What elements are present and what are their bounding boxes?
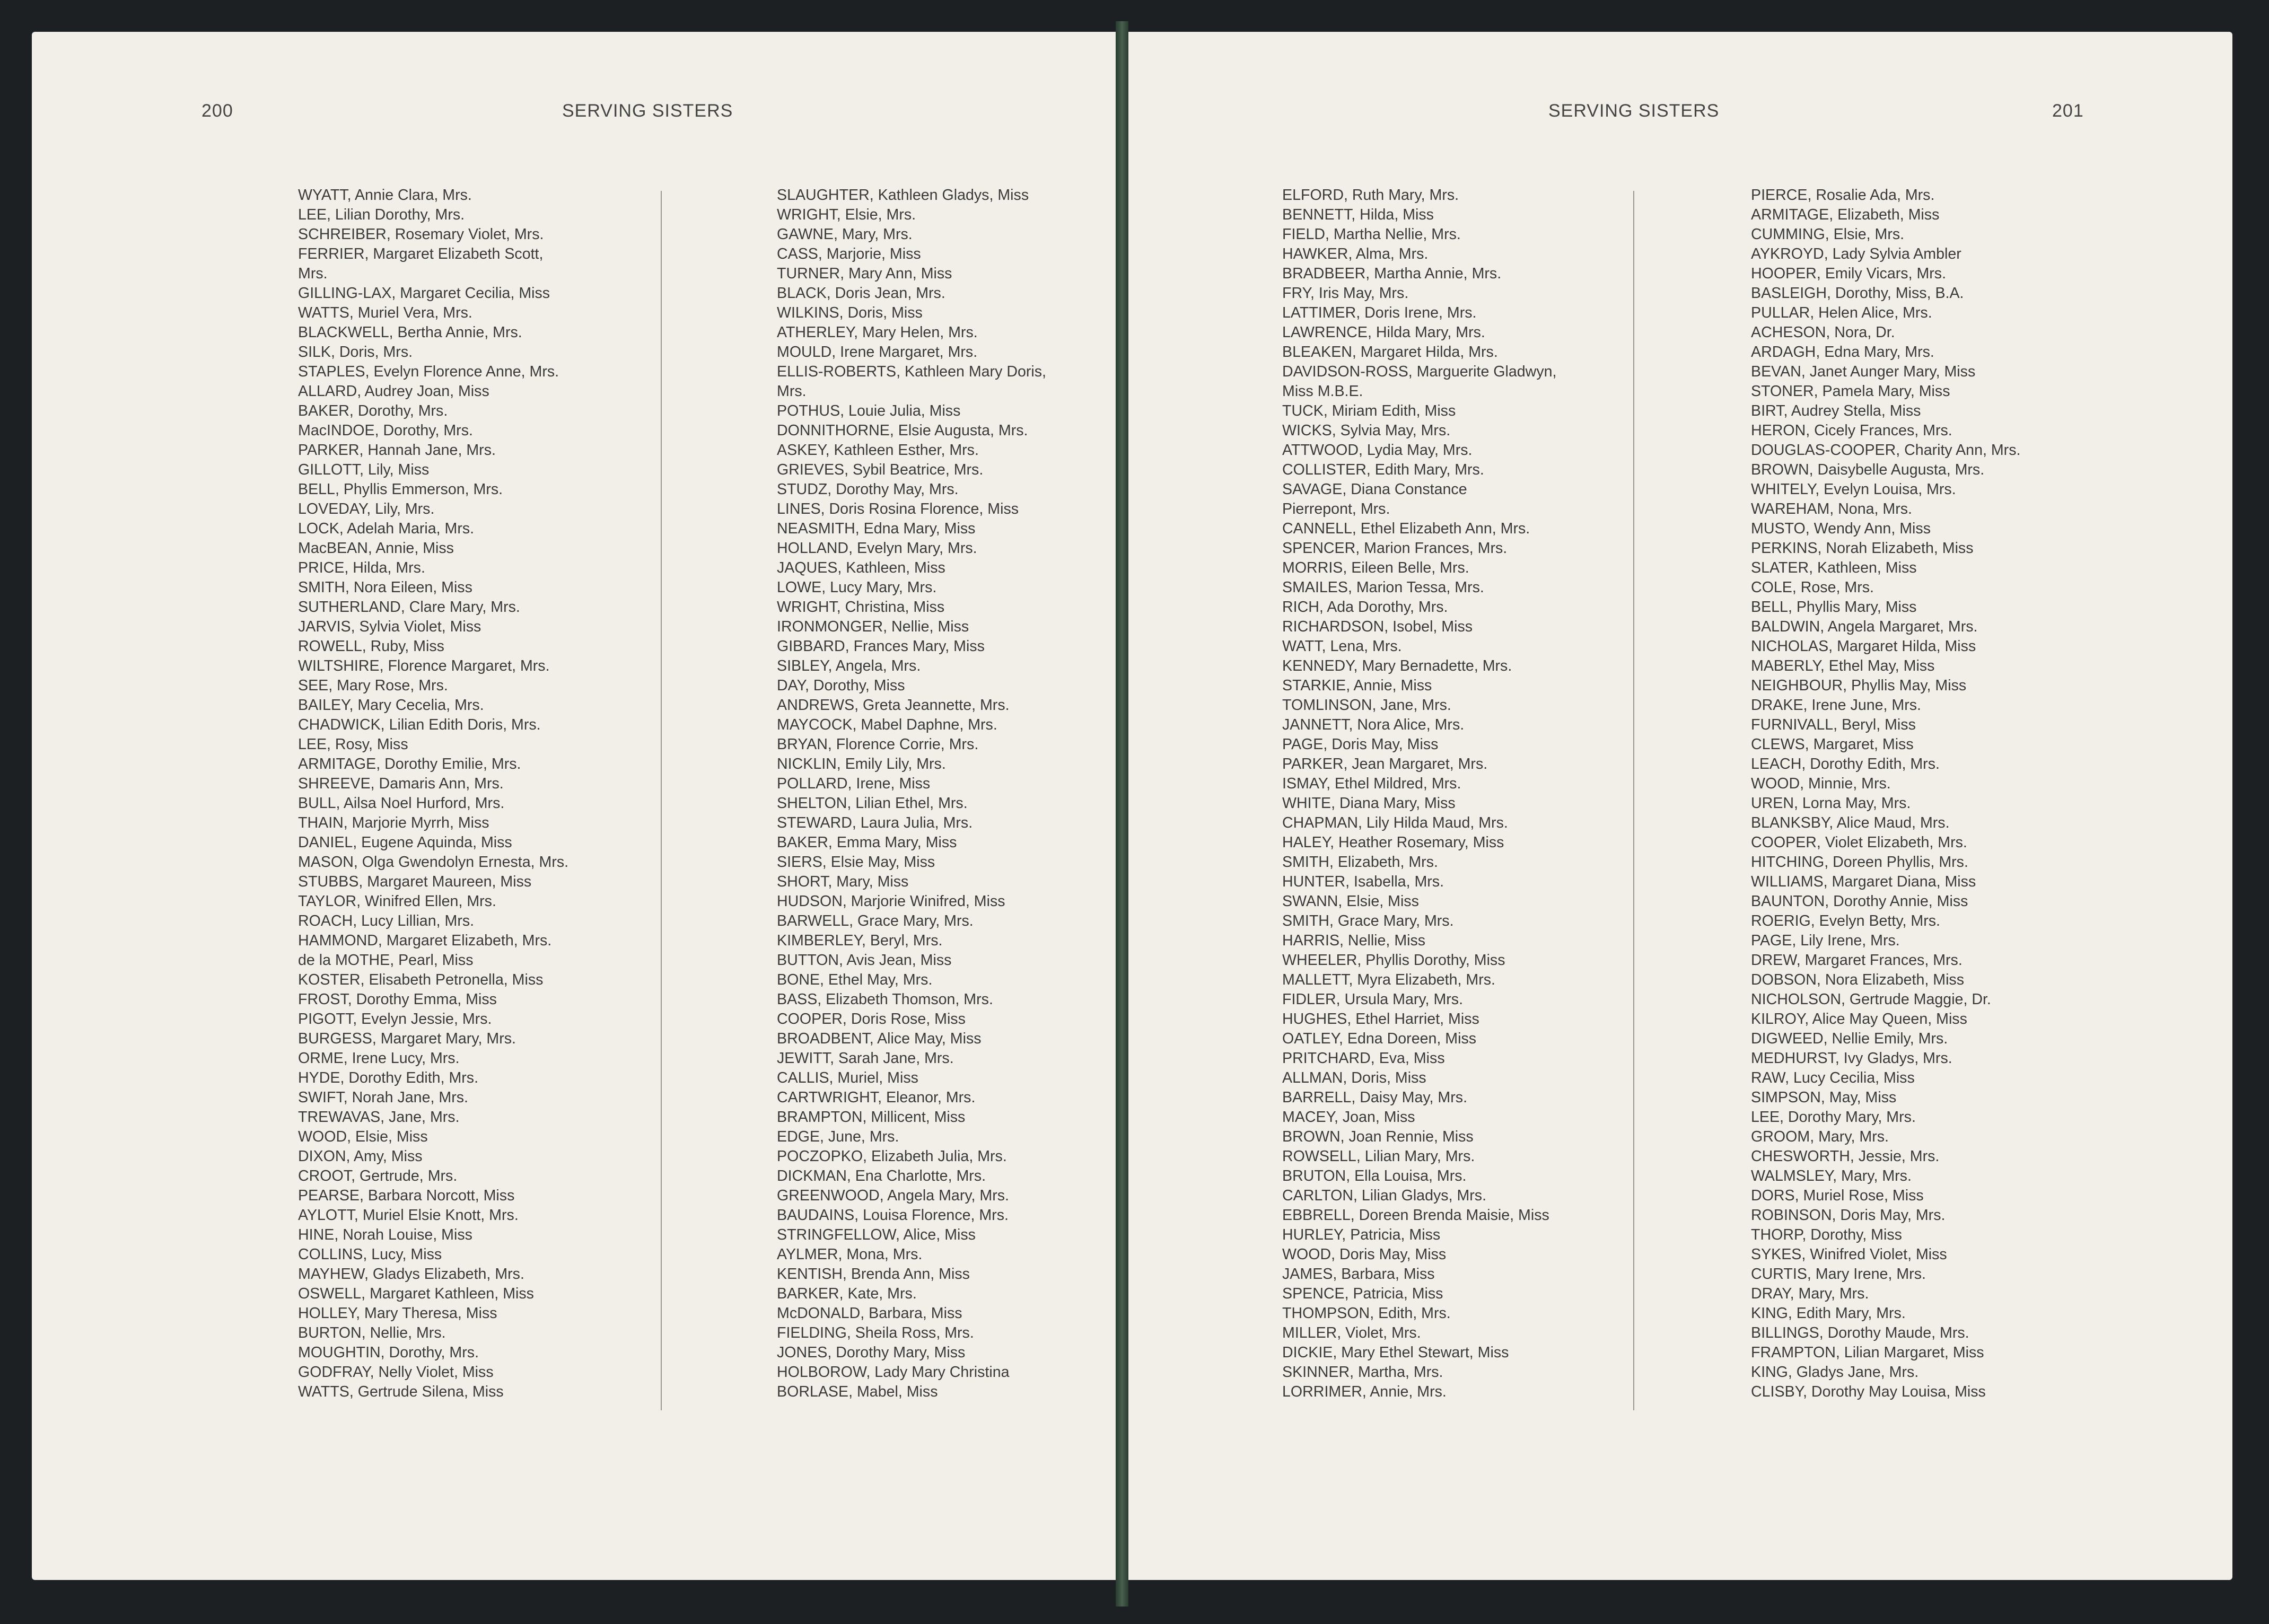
name-entry: FERRIER, Margaret Elizabeth Scott,	[298, 245, 544, 262]
name-entry: ACHESON, Nora, Dr.	[1751, 324, 1895, 341]
name-entry: DIXON, Amy, Miss	[298, 1148, 423, 1165]
name-entry: TAYLOR, Winifred Ellen, Mrs.	[298, 893, 496, 910]
name-entry: BASS, Elizabeth Thomson, Mrs.	[777, 991, 993, 1008]
name-entry: GRIEVES, Sybil Beatrice, Mrs.	[777, 461, 984, 478]
name-entry: FIELDING, Sheila Ross, Mrs.	[777, 1324, 974, 1341]
name-entry: BAUDAINS, Louisa Florence, Mrs.	[777, 1207, 1009, 1224]
name-entry: BILLINGS, Dorothy Maude, Mrs.	[1751, 1324, 1969, 1341]
name-entry: DRAY, Mary, Mrs.	[1751, 1285, 1869, 1302]
name-entry: EBBRELL, Doreen Brenda Maisie, Miss	[1282, 1207, 1549, 1224]
name-entry: WOOD, Minnie, Mrs.	[1751, 775, 1891, 792]
column-divider-left	[661, 191, 662, 1410]
running-title-left: SERVING SISTERS	[562, 101, 733, 121]
name-entry: BRADBEER, Martha Annie, Mrs.	[1282, 265, 1502, 282]
name-entry: DORS, Muriel Rose, Miss	[1751, 1187, 1924, 1204]
name-entry: PIERCE, Rosalie Ada, Mrs.	[1751, 187, 1935, 204]
name-entry: CALLIS, Muriel, Miss	[777, 1069, 918, 1086]
name-entry: BAILEY, Mary Cecelia, Mrs.	[298, 697, 484, 714]
name-entry: NICHOLAS, Margaret Hilda, Miss	[1751, 638, 1976, 655]
name-entry: COOPER, Doris Rose, Miss	[777, 1011, 966, 1028]
name-entry: MORRIS, Eileen Belle, Mrs.	[1282, 559, 1469, 576]
name-entry: STUBBS, Margaret Maureen, Miss	[298, 873, 532, 890]
name-entry: EDGE, June, Mrs.	[777, 1128, 899, 1145]
name-entry: WRIGHT, Elsie, Mrs.	[777, 206, 916, 223]
name-entry: ROWSELL, Lilian Mary, Mrs.	[1282, 1148, 1475, 1165]
name-entry: CHAPMAN, Lily Hilda Maud, Mrs.	[1282, 814, 1508, 831]
name-entry: DAY, Dorothy, Miss	[777, 677, 905, 694]
name-entry: BROADBENT, Alice May, Miss	[777, 1030, 982, 1047]
name-entry: MABERLY, Ethel May, Miss	[1751, 657, 1935, 674]
name-entry: McDONALD, Barbara, Miss	[777, 1305, 962, 1322]
name-entry: SWIFT, Norah Jane, Mrs.	[298, 1089, 468, 1106]
name-entry: GAWNE, Mary, Mrs.	[777, 226, 913, 243]
name-entry: WATT, Lena, Mrs.	[1282, 638, 1402, 655]
name-entry: DANIEL, Eugene Aquinda, Miss	[298, 834, 512, 851]
name-entry: SKINNER, Martha, Mrs.	[1282, 1364, 1443, 1381]
name-entry: KENNEDY, Mary Bernadette, Mrs.	[1282, 657, 1512, 674]
name-entry: DOBSON, Nora Elizabeth, Miss	[1751, 971, 1965, 988]
name-entry: WALMSLEY, Mary, Mrs.	[1751, 1167, 1912, 1184]
name-entry: WHITELY, Evelyn Louisa, Mrs.	[1751, 481, 1956, 498]
name-entry: SMITH, Grace Mary, Mrs.	[1282, 912, 1454, 929]
name-entry: CASS, Marjorie, Miss	[777, 245, 921, 262]
name-entry: SHELTON, Lilian Ethel, Mrs.	[777, 795, 968, 812]
name-entry: JARVIS, Sylvia Violet, Miss	[298, 618, 481, 635]
name-entry: ROACH, Lucy Lillian, Mrs.	[298, 912, 475, 929]
name-entry: HUDSON, Marjorie Winifred, Miss	[777, 893, 1005, 910]
name-entry: PRICE, Hilda, Mrs.	[298, 559, 425, 576]
name-entry: LOCK, Adelah Maria, Mrs.	[298, 520, 475, 537]
name-entry: ATHERLEY, Mary Helen, Mrs.	[777, 324, 978, 341]
name-entry: MAYHEW, Gladys Elizabeth, Mrs.	[298, 1266, 524, 1283]
name-entry: RAW, Lucy Cecilia, Miss	[1751, 1069, 1915, 1086]
name-entry: KILROY, Alice May Queen, Miss	[1751, 1011, 1967, 1028]
name-entry: CURTIS, Mary Irene, Mrs.	[1751, 1266, 1926, 1283]
name-entry: DRAKE, Irene June, Mrs.	[1751, 697, 1921, 714]
name-entry: HALEY, Heather Rosemary, Miss	[1282, 834, 1504, 851]
name-entry: BELL, Phyllis Mary, Miss	[1751, 599, 1917, 616]
name-entry: BARKER, Kate, Mrs.	[777, 1285, 917, 1302]
name-entry: MUSTO, Wendy Ann, Miss	[1751, 520, 1931, 537]
name-entry: HOLLAND, Evelyn Mary, Mrs.	[777, 540, 977, 557]
name-entry: FROST, Dorothy Emma, Miss	[298, 991, 497, 1008]
name-entry: LAWRENCE, Hilda Mary, Mrs.	[1282, 324, 1485, 341]
name-entry: GODFRAY, Nelly Violet, Miss	[298, 1364, 494, 1381]
name-entry: HERON, Cicely Frances, Mrs.	[1751, 422, 1952, 439]
name-entry: LINES, Doris Rosina Florence, Miss	[777, 501, 1019, 517]
name-entry: BENNETT, Hilda, Miss	[1282, 206, 1434, 223]
name-entry: CARTWRIGHT, Eleanor, Mrs.	[777, 1089, 976, 1106]
name-entry: Mrs.	[298, 265, 328, 282]
name-entry: LEACH, Dorothy Edith, Mrs.	[1751, 756, 1940, 773]
name-entry: PARKER, Hannah Jane, Mrs.	[298, 442, 496, 459]
name-entry: DONNITHORNE, Elsie Augusta, Mrs.	[777, 422, 1028, 439]
name-entry: ELLIS-ROBERTS, Kathleen Mary Doris,	[777, 363, 1046, 380]
name-entry: SUTHERLAND, Clare Mary, Mrs.	[298, 599, 520, 616]
name-entry: CARLTON, Lilian Gladys, Mrs.	[1282, 1187, 1487, 1204]
name-entry: SLATER, Kathleen, Miss	[1751, 559, 1917, 576]
name-entry: DAVIDSON-ROSS, Marguerite Gladwyn,	[1282, 363, 1557, 380]
name-entry: LEE, Dorothy Mary, Mrs.	[1751, 1109, 1916, 1126]
name-entry: HARRIS, Nellie, Miss	[1282, 932, 1426, 949]
page-number-right: 201	[2052, 101, 2084, 121]
name-entry: WATTS, Gertrude Silena, Miss	[298, 1383, 504, 1400]
name-entry: WILLIAMS, Margaret Diana, Miss	[1751, 873, 1976, 890]
name-entry: DICKIE, Mary Ethel Stewart, Miss	[1282, 1344, 1509, 1361]
name-entry: BULL, Ailsa Noel Hurford, Mrs.	[298, 795, 505, 812]
name-entry: ARDAGH, Edna Mary, Mrs.	[1751, 344, 1934, 361]
name-entry: HINE, Norah Louise, Miss	[298, 1226, 472, 1243]
name-entry: HURLEY, Patricia, Miss	[1282, 1226, 1441, 1243]
column-divider-right	[1633, 191, 1634, 1410]
name-entry: LEE, Lilian Dorothy, Mrs.	[298, 206, 465, 223]
name-entry: WOOD, Elsie, Miss	[298, 1128, 428, 1145]
name-entry: HAWKER, Alma, Mrs.	[1282, 245, 1429, 262]
name-entry: PULLAR, Helen Alice, Mrs.	[1751, 304, 1932, 321]
name-entry: RICH, Ada Dorothy, Mrs.	[1282, 599, 1448, 616]
name-entry: COLE, Rose, Mrs.	[1751, 579, 1874, 596]
name-entry: KING, Edith Mary, Mrs.	[1751, 1305, 1906, 1322]
name-entry: SHREEVE, Damaris Ann, Mrs.	[298, 775, 504, 792]
name-entry: HUNTER, Isabella, Mrs.	[1282, 873, 1444, 890]
name-entry: MILLER, Violet, Mrs.	[1282, 1324, 1421, 1341]
name-entry: PIGOTT, Evelyn Jessie, Mrs.	[298, 1011, 492, 1028]
name-entry: MEDHURST, Ivy Gladys, Mrs.	[1751, 1050, 1952, 1067]
name-entry: ELFORD, Ruth Mary, Mrs.	[1282, 187, 1459, 204]
name-entry: NEIGHBOUR, Phyllis May, Miss	[1751, 677, 1967, 694]
name-entry: JANNETT, Nora Alice, Mrs.	[1282, 716, 1465, 733]
name-entry: OSWELL, Margaret Kathleen, Miss	[298, 1285, 534, 1302]
name-entry: JAQUES, Kathleen, Miss	[777, 559, 945, 576]
name-entry: GILLOTT, Lily, Miss	[298, 461, 430, 478]
name-entry: CROOT, Gertrude, Mrs.	[298, 1167, 458, 1184]
name-entry: DIGWEED, Nellie Emily, Mrs.	[1751, 1030, 1948, 1047]
name-entry: BELL, Phyllis Emmerson, Mrs.	[298, 481, 503, 498]
name-entry: MACEY, Joan, Miss	[1282, 1109, 1415, 1126]
name-entry: WILTSHIRE, Florence Margaret, Mrs.	[298, 657, 550, 674]
page-number-left: 200	[202, 101, 233, 121]
name-entry: NICHOLSON, Gertrude Maggie, Dr.	[1751, 991, 1991, 1008]
name-entry: MASON, Olga Gwendolyn Ernesta, Mrs.	[298, 854, 569, 871]
name-entry: KOSTER, Elisabeth Petronella, Miss	[298, 971, 544, 988]
name-entry: ARMITAGE, Dorothy Emilie, Mrs.	[298, 756, 521, 773]
name-entry: DREW, Margaret Frances, Mrs.	[1751, 952, 1963, 969]
name-entry: ASKEY, Kathleen Esther, Mrs.	[777, 442, 979, 459]
name-entry: GILLING-LAX, Margaret Cecilia, Miss	[298, 285, 550, 302]
name-entry: ARMITAGE, Elizabeth, Miss	[1751, 206, 1940, 223]
name-entry: HOLBOROW, Lady Mary Christina	[777, 1364, 1010, 1381]
name-entry: Miss M.B.E.	[1282, 383, 1363, 400]
name-entry: SEE, Mary Rose, Mrs.	[298, 677, 448, 694]
name-entry: FIELD, Martha Nellie, Mrs.	[1282, 226, 1461, 243]
name-entry: CLISBY, Dorothy May Louisa, Miss	[1751, 1383, 1986, 1400]
name-entry: MacINDOE, Dorothy, Mrs.	[298, 422, 473, 439]
name-entry: TOMLINSON, Jane, Mrs.	[1282, 697, 1451, 714]
name-entry: PRITCHARD, Eva, Miss	[1282, 1050, 1445, 1067]
name-entry: BASLEIGH, Dorothy, Miss, B.A.	[1751, 285, 1964, 302]
name-entry: WILKINS, Doris, Miss	[777, 304, 923, 321]
name-entry: FURNIVALL, Beryl, Miss	[1751, 716, 1916, 733]
name-entry: Pierrepont, Mrs.	[1282, 501, 1390, 517]
name-entry: BLACK, Doris Jean, Mrs.	[777, 285, 945, 302]
name-entry: FRAMPTON, Lilian Margaret, Miss	[1751, 1344, 1984, 1361]
name-entry: MOUGHTIN, Dorothy, Mrs.	[298, 1344, 479, 1361]
name-entry: COLLINS, Lucy, Miss	[298, 1246, 442, 1263]
name-entry: WATTS, Muriel Vera, Mrs.	[298, 304, 472, 321]
name-entry: BORLASE, Mabel, Miss	[777, 1383, 938, 1400]
name-entry: JEWITT, Sarah Jane, Mrs.	[777, 1050, 954, 1067]
name-entry: SAVAGE, Diana Constance	[1282, 481, 1467, 498]
name-entry: WYATT, Annie Clara, Mrs.	[298, 187, 472, 204]
name-entry: UREN, Lorna May, Mrs.	[1751, 795, 1911, 812]
name-entry: HUGHES, Ethel Harriet, Miss	[1282, 1011, 1479, 1028]
name-entry: SIERS, Elsie May, Miss	[777, 854, 935, 871]
name-entry: OATLEY, Edna Doreen, Miss	[1282, 1030, 1477, 1047]
name-entry: CHADWICK, Lilian Edith Doris, Mrs.	[298, 716, 541, 733]
name-entry: BEVAN, Janet Aunger Mary, Miss	[1751, 363, 1976, 380]
name-entry: LORRIMER, Annie, Mrs.	[1282, 1383, 1447, 1400]
name-entry: ROWELL, Ruby, Miss	[298, 638, 444, 655]
name-entry: THORP, Dorothy, Miss	[1751, 1226, 1902, 1243]
name-entry: BROWN, Daisybelle Augusta, Mrs.	[1751, 461, 1985, 478]
name-entry: LOWE, Lucy Mary, Mrs.	[777, 579, 937, 596]
name-entry: HYDE, Dorothy Edith, Mrs.	[298, 1069, 479, 1086]
name-entry: ISMAY, Ethel Mildred, Mrs.	[1282, 775, 1461, 792]
name-entry: PAGE, Doris May, Miss	[1282, 736, 1439, 753]
name-entry: SMAILES, Marion Tessa, Mrs.	[1282, 579, 1484, 596]
right-page-names-column-1	[1282, 186, 1685, 1402]
name-entry: KIMBERLEY, Beryl, Mrs.	[777, 932, 943, 949]
name-entry: TUCK, Miriam Edith, Miss	[1282, 402, 1456, 419]
name-entry: HOOPER, Emily Vicars, Mrs.	[1751, 265, 1947, 282]
name-entry: JAMES, Barbara, Miss	[1282, 1266, 1435, 1283]
name-entry: FRY, Iris May, Mrs.	[1282, 285, 1409, 302]
name-entry: WHEELER, Phyllis Dorothy, Miss	[1282, 952, 1505, 969]
name-entry: THAIN, Marjorie Myrrh, Miss	[298, 814, 489, 831]
name-entry: NICKLIN, Emily Lily, Mrs.	[777, 756, 946, 773]
name-entry: SIBLEY, Angela, Mrs.	[777, 657, 921, 674]
name-entry: PERKINS, Norah Elizabeth, Miss	[1751, 540, 1974, 557]
name-entry: STARKIE, Annie, Miss	[1282, 677, 1432, 694]
name-entry: BUTTON, Avis Jean, Miss	[777, 952, 952, 969]
name-entry: COLLISTER, Edith Mary, Mrs.	[1282, 461, 1484, 478]
name-entry: de la MOTHE, Pearl, Miss	[298, 952, 474, 969]
name-entry: BRAMPTON, Millicent, Miss	[777, 1109, 966, 1126]
name-entry: BAUNTON, Dorothy Annie, Miss	[1751, 893, 1968, 910]
name-entry: CLEWS, Margaret, Miss	[1751, 736, 1914, 753]
name-entry: CHESWORTH, Jessie, Mrs.	[1751, 1148, 1940, 1165]
name-entry: AYLMER, Mona, Mrs.	[777, 1246, 923, 1263]
name-entry: BIRT, Audrey Stella, Miss	[1751, 402, 1921, 419]
name-entry: BAKER, Dorothy, Mrs.	[298, 402, 448, 419]
name-entry: COOPER, Violet Elizabeth, Mrs.	[1751, 834, 1967, 851]
name-entry: HOLLEY, Mary Theresa, Miss	[298, 1305, 497, 1322]
name-entry: BARRELL, Daisy May, Mrs.	[1282, 1089, 1468, 1106]
name-entry: RICHARDSON, Isobel, Miss	[1282, 618, 1473, 635]
name-entry: BAKER, Emma Mary, Miss	[777, 834, 957, 851]
name-entry: SHORT, Mary, Miss	[777, 873, 909, 890]
name-entry: POCZOPKO, Elizabeth Julia, Mrs.	[777, 1148, 1007, 1165]
name-entry: WICKS, Sylvia May, Mrs.	[1282, 422, 1451, 439]
name-entry: BLEAKEN, Margaret Hilda, Mrs.	[1282, 344, 1498, 361]
name-entry: SILK, Doris, Mrs.	[298, 344, 413, 361]
name-entry: DOUGLAS-COOPER, Charity Ann, Mrs.	[1751, 442, 2021, 459]
name-entry: GROOM, Mary, Mrs.	[1751, 1128, 1889, 1145]
name-entry: SYKES, Winifred Violet, Miss	[1751, 1246, 1947, 1263]
name-entry: STEWARD, Laura Julia, Mrs.	[777, 814, 973, 831]
name-entry: LOVEDAY, Lily, Mrs.	[298, 501, 435, 517]
name-entry: SPENCE, Patricia, Miss	[1282, 1285, 1443, 1302]
name-entry: ALLARD, Audrey Joan, Miss	[298, 383, 489, 400]
name-entry: SIMPSON, May, Miss	[1751, 1089, 1897, 1106]
name-entry: MOULD, Irene Margaret, Mrs.	[777, 344, 978, 361]
name-entry: POLLARD, Irene, Miss	[777, 775, 931, 792]
name-entry: SMITH, Nora Eileen, Miss	[298, 579, 472, 596]
name-entry: PEARSE, Barbara Norcott, Miss	[298, 1187, 515, 1204]
name-entry: CUMMING, Elsie, Mrs.	[1751, 226, 1905, 243]
name-entry: LATTIMER, Doris Irene, Mrs.	[1282, 304, 1477, 321]
name-entry: TREWAVAS, Jane, Mrs.	[298, 1109, 460, 1126]
name-entry: WHITE, Diana Mary, Miss	[1282, 795, 1456, 812]
name-entry: MacBEAN, Annie, Miss	[298, 540, 454, 557]
name-entry: BALDWIN, Angela Margaret, Mrs.	[1751, 618, 1978, 635]
name-entry: HITCHING, Doreen Phyllis, Mrs.	[1751, 854, 1968, 871]
name-entry: PAGE, Lily Irene, Mrs.	[1751, 932, 1900, 949]
name-entry: SWANN, Elsie, Miss	[1282, 893, 1419, 910]
name-entry: ORME, Irene Lucy, Mrs.	[298, 1050, 460, 1067]
name-entry: ROBINSON, Doris May, Mrs.	[1751, 1207, 1946, 1224]
name-entry: BRUTON, Ella Louisa, Mrs.	[1282, 1167, 1467, 1184]
name-entry: KING, Gladys Jane, Mrs.	[1751, 1364, 1919, 1381]
name-entry: DICKMAN, Ena Charlotte, Mrs.	[777, 1167, 986, 1184]
name-entry: SCHREIBER, Rosemary Violet, Mrs.	[298, 226, 544, 243]
name-entry: AYLOTT, Muriel Elsie Knott, Mrs.	[298, 1207, 519, 1224]
name-entry: Mrs.	[777, 383, 807, 400]
name-entry: BLANKSBY, Alice Maud, Mrs.	[1751, 814, 1950, 831]
name-entry: THOMPSON, Edith, Mrs.	[1282, 1305, 1451, 1322]
name-entry: AYKROYD, Lady Sylvia Ambler	[1751, 245, 1961, 262]
name-entry: GREENWOOD, Angela Mary, Mrs.	[777, 1187, 1009, 1204]
name-entry: ALLMAN, Doris, Miss	[1282, 1069, 1426, 1086]
name-entry: BARWELL, Grace Mary, Mrs.	[777, 912, 974, 929]
name-entry: STRINGFELLOW, Alice, Miss	[777, 1226, 976, 1243]
name-entry: BROWN, Joan Rennie, Miss	[1282, 1128, 1474, 1145]
name-entry: STONER, Pamela Mary, Miss	[1751, 383, 1950, 400]
name-entry: JONES, Dorothy Mary, Miss	[777, 1344, 966, 1361]
name-entry: NEASMITH, Edna Mary, Miss	[777, 520, 976, 537]
name-entry: ANDREWS, Greta Jeannette, Mrs.	[777, 697, 1010, 714]
name-entry: PARKER, Jean Margaret, Mrs.	[1282, 756, 1488, 773]
name-entry: BLACKWELL, Bertha Annie, Mrs.	[298, 324, 522, 341]
name-entry: STUDZ, Dorothy May, Mrs.	[777, 481, 959, 498]
name-entry: BONE, Ethel May, Mrs.	[777, 971, 933, 988]
name-entry: STAPLES, Evelyn Florence Anne, Mrs.	[298, 363, 559, 380]
name-entry: MALLETT, Myra Elizabeth, Mrs.	[1282, 971, 1496, 988]
name-entry: IRONMONGER, Nellie, Miss	[777, 618, 969, 635]
name-entry: SMITH, Elizabeth, Mrs.	[1282, 854, 1438, 871]
name-entry: ROERIG, Evelyn Betty, Mrs.	[1751, 912, 1940, 929]
left-page-names-column-2	[777, 186, 1180, 1402]
name-entry: BURTON, Nellie, Mrs.	[298, 1324, 446, 1341]
name-entry: MAYCOCK, Mabel Daphne, Mrs.	[777, 716, 997, 733]
name-entry: KENTISH, Brenda Ann, Miss	[777, 1266, 970, 1283]
name-entry: POTHUS, Louie Julia, Miss	[777, 402, 961, 419]
name-entry: HAMMOND, Margaret Elizabeth, Mrs.	[298, 932, 552, 949]
right-page-names-column-2	[1751, 186, 2154, 1402]
name-entry: SLAUGHTER, Kathleen Gladys, Miss	[777, 187, 1029, 204]
name-entry: CANNELL, Ethel Elizabeth Ann, Mrs.	[1282, 520, 1530, 537]
name-entry: TURNER, Mary Ann, Miss	[777, 265, 952, 282]
name-entry: GIBBARD, Frances Mary, Miss	[777, 638, 985, 655]
name-entry: ATTWOOD, Lydia May, Mrs.	[1282, 442, 1473, 459]
name-entry: BRYAN, Florence Corrie, Mrs.	[777, 736, 979, 753]
name-entry: FIDLER, Ursula Mary, Mrs.	[1282, 991, 1464, 1008]
name-entry: BURGESS, Margaret Mary, Mrs.	[298, 1030, 516, 1047]
name-entry: WRIGHT, Christina, Miss	[777, 599, 945, 616]
name-entry: WAREHAM, Nona, Mrs.	[1751, 501, 1912, 517]
name-entry: SPENCER, Marion Frances, Mrs.	[1282, 540, 1508, 557]
name-entry: LEE, Rosy, Miss	[298, 736, 408, 753]
running-title-right: SERVING SISTERS	[1548, 101, 1720, 121]
name-entry: WOOD, Doris May, Miss	[1282, 1246, 1447, 1263]
left-page-names-column-1	[298, 186, 701, 1402]
